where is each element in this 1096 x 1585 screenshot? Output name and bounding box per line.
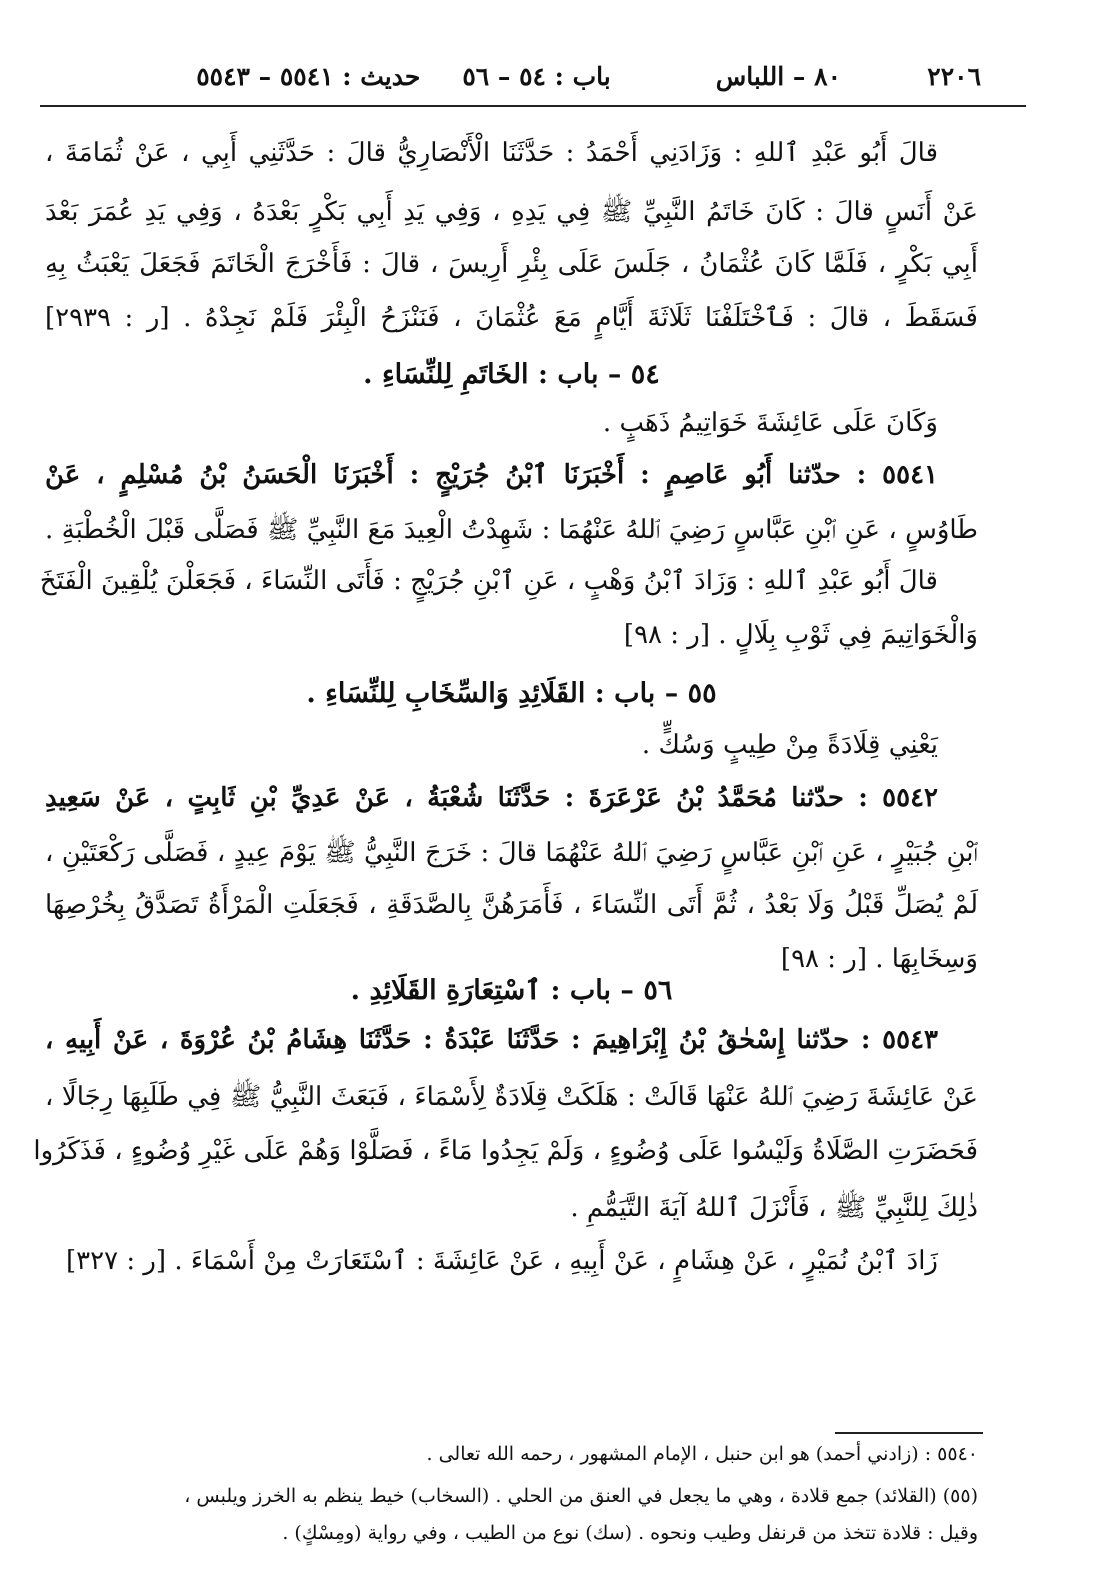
footnote: ٥٥٤٠ : (زادني أحمد) هو ابن حنبل ، الإمام المشهور ، رحمه الله تعالى . <box>426 1443 978 1465</box>
text-line: وَكَانَ عَلَى عَائِشَةَ خَوَاتِيمُ ذَهَبٍ . <box>602 408 938 438</box>
text-line: طَاوُسٍ ، عَنِ ٱبْنِ عَبَّاسٍ رَضِيَ ٱللهُ عَنْهُمَا : شَهِدْتُ الْعِيدَ مَعَ النَّبِيِّ ﷺ فَصَلَّى قَبْلَ الْخُطْبَةِ . <box>45 515 978 545</box>
text-line: لَمْ يُصَلِّ قَبْلُ وَلَا بَعْدُ ، ثُمَّ أَتَى النِّسَاءَ ، فَأَمَرَهُنَّ بِالصَّدَقَةِ ، فَجَعَلَتِ الْمَرْأَةُ تَصَدَّقُ بِخُرْصِهَا <box>45 890 978 920</box>
chapter-heading: ٥٤ – باب : الخَاتَمِ لِلنِّسَاءِ . <box>363 359 660 390</box>
text-line: عَنْ أَنَسٍ قالَ : كَانَ خَاتَمُ النَّبِيِّ ﷺ فِي يَدِهِ ، وَفِي يَدِ أَبِي بَكْرٍ بَعْدَهُ ، وَفِي يَدِ عُمَرَ بَعْدَ <box>45 197 978 227</box>
text-line: وَالْخَوَاتِيمَ فِي ثَوْبِ بِلَالٍ . [ر : ٩٨] <box>623 620 978 650</box>
footnote: وقيل : قلادة تتخذ من قرنفل وطيب ونحوه . (سك) نوع من الطيب ، وفي رواية (ومِسْكٍ) . <box>282 1522 978 1544</box>
header-divider <box>40 105 1026 107</box>
text-line: أَبِي بَكْرٍ ، فَلَمَّا كَانَ عُثْمَانُ ، جَلَسَ عَلَى بِئْرِ أَرِيسَ ، قالَ : فَأَخْرَجَ الْخَاتَمَ فَجَعَلَ يَعْبَثُ بِهِ <box>45 249 978 279</box>
text-line: عَنْ عَائِشَةَ رَضِيَ ٱللهُ عَنْهَا قَالَتْ : هَلَكَتْ قِلَادَةٌ لِأَسْمَاءَ ، فَبَعَثَ النَّبِيُّ ﷺ فِي طَلَبِهَا رِجَالًا ، <box>45 1082 978 1112</box>
text-line: وَسِخَابِهَا . [ر : ٩٨] <box>780 944 978 974</box>
page-number: ٢٢٠٦ <box>927 61 981 91</box>
footnote-divider <box>835 1432 983 1434</box>
text-line: زَادَ ٱبْنُ نُمَيْرٍ ، عَنْ هِشَامٍ ، عَنْ أَبِيهِ ، عَنْ عَائِشَةَ : ٱسْتَعَارَتْ مِنْ أَسْمَاءَ . [ر : ٣٢٧] <box>66 1246 938 1276</box>
text-line: قالَ أَبُو عَبْدِ ٱللهِ : وَزَادَنِي أَحْمَدُ : حَدَّثَنَا الْأَنْصَارِيُّ قالَ : حَدَّثَنِي أَبِي ، عَنْ ثُمَامَةَ ، <box>45 138 938 168</box>
hadith-line: ٥٥٤٣ : حدّثنا إِسْحٰقُ بْنُ إِبْرَاهِيمَ : حَدَّثَنَا عَبْدَةُ : حَدَّثَنَا هِشَامُ بْنُ عُرْوَةَ ، عَنْ أَبِيهِ ، <box>45 1025 938 1055</box>
running-header <box>190 56 981 96</box>
text-line: يَعْنِي قِلَادَةً مِنْ طِيبٍ وَسُكٍّ . <box>641 730 938 760</box>
chapter-range: باب : ٥٤ – ٥٦ <box>462 61 611 91</box>
text-line: فَسَقَطَ ، قالَ : فَٱخْتَلَفْنَا ثَلَاثَةَ أَيَّامٍ مَعَ عُثْمَانَ ، فَنَنْزَحُ الْبِئْرَ فَلَمْ نَجِدْهُ . [ر : ٢٩٣٩] <box>45 303 978 333</box>
text-line: ٱبْنِ جُبَيْرٍ ، عَنِ ٱبْنِ عَبَّاسٍ رَضِيَ ٱللهُ عَنْهُمَا قالَ : خَرَجَ النَّبِيُّ ﷺ يَوْمَ عِيدٍ ، فَصَلَّى رَكْعَتَيْنِ ، <box>45 838 978 868</box>
text-line: ذٰلِكَ لِلنَّبِيِّ ﷺ ، فَأَنْزَلَ ٱللهُ آيَةَ التَّيَمُّمِ . <box>570 1193 978 1223</box>
book-title: ٨٠ – اللباس <box>715 61 841 91</box>
chapter-heading: ٥٥ – باب : القَلَائِدِ وَالسِّخَابِ لِلنِّسَاءِ . <box>306 678 717 709</box>
chapter-heading: ٥٦ – باب : ٱسْتِعَارَةِ القَلَائِدِ . <box>350 975 673 1006</box>
hadith-range: حديث : ٥٥٤١ – ٥٥٤٣ <box>196 61 421 91</box>
hadith-line: ٥٥٤٢ : حدّثنا مُحَمَّدُ بْنُ عَرْعَرَةَ : حَدَّثَنَا شُعْبَةُ ، عَنْ عَدِيِّ بْنِ ثَابِتٍ ، عَنْ سَعِيدِ <box>45 783 938 813</box>
text-line: فَحَضَرَتِ الصَّلَاةُ وَلَيْسُوا عَلَى وُضُوءٍ ، وَلَمْ يَجِدُوا مَاءً ، فَصَلَّوْا وَهُمْ عَلَى غَيْرِ وُضُوءٍ ، فَذَكَرُوا <box>33 1136 978 1166</box>
hadith-line: ٥٥٤١ : حدّثنا أَبُو عَاصِمٍ : أَخْبَرَنَا ٱبْنُ جُرَيْجٍ : أَخْبَرَنَا الْحَسَنُ بْنُ مُسْلِمٍ ، عَنْ <box>45 460 938 490</box>
text-line: قالَ أَبُو عَبْدِ ٱللهِ : وَزَادَ ٱبْنُ وَهْبٍ ، عَنِ ٱبْنِ جُرَيْجٍ : فَأَتَى النِّسَاءَ ، فَجَعَلْنَ يُلْقِينَ الْفَتَخَ <box>39 566 938 596</box>
footnote: (٥٥) (القلائد) جمع قلادة ، وهي ما يجعل في العنق من الحلي . (السخاب) خيط ينظم به الخرز ويلبس ، <box>184 1485 978 1507</box>
